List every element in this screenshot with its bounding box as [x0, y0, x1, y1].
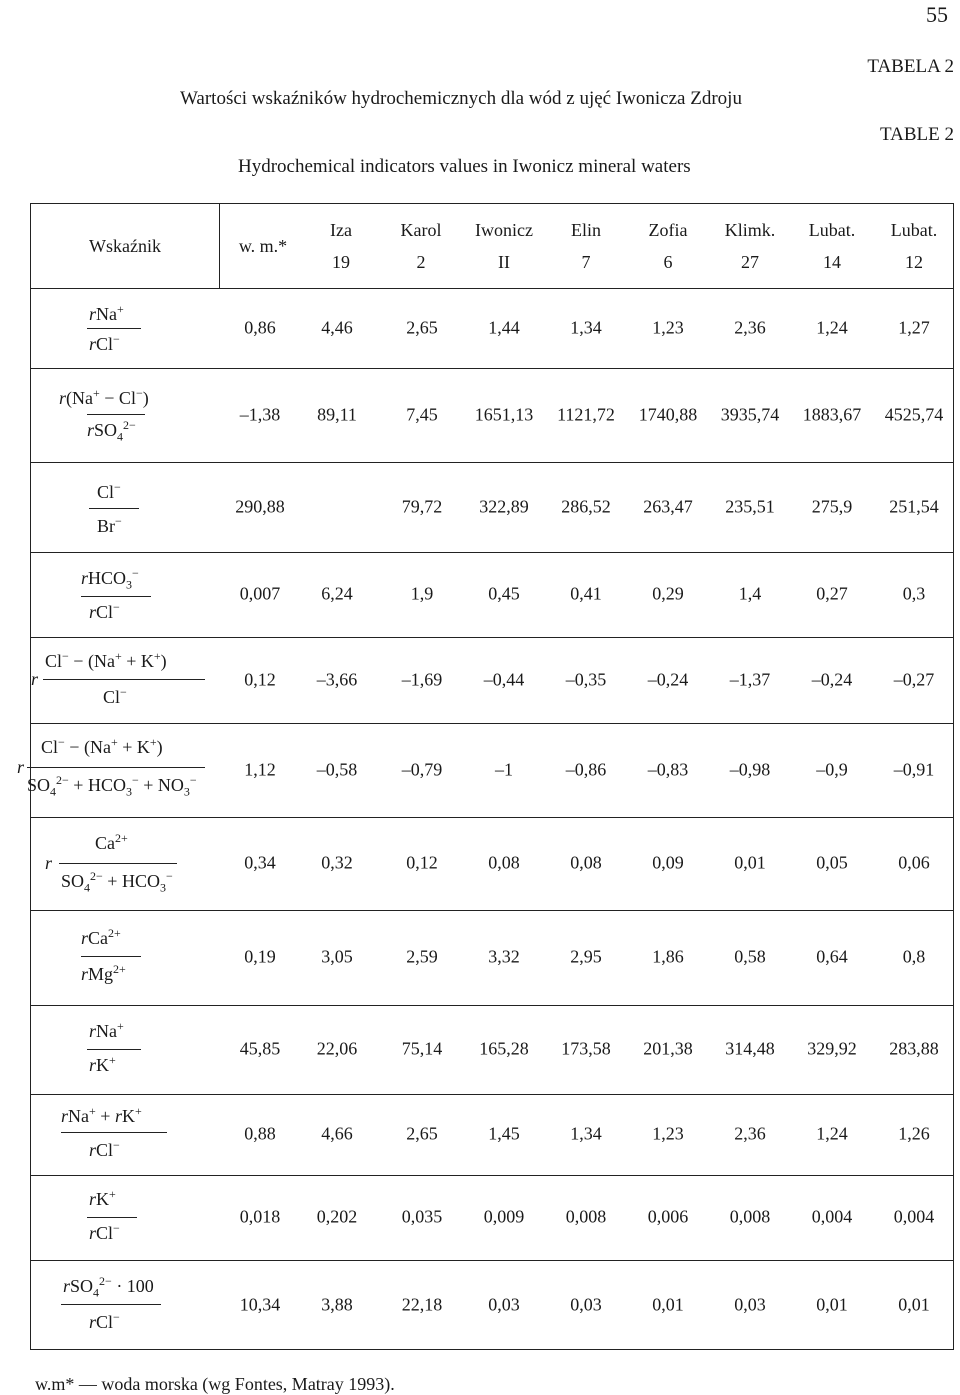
footnote: w.m* — woda morska (wg Fontes, Matray 1993).: [35, 1374, 395, 1394]
header-iza: Iza 19: [330, 220, 352, 272]
table-cell: 2,36: [734, 1123, 766, 1144]
table-label-en: TABLE 2: [880, 124, 954, 145]
table-cell: 45,85: [239, 1038, 281, 1059]
table-cell: 2,36: [734, 317, 766, 338]
header-lubat-14: Lubat. 14: [808, 220, 856, 272]
table-cell: –1,37: [729, 669, 771, 690]
table-cell: 0,018: [239, 1206, 281, 1227]
table-cell: 286,52: [561, 496, 611, 517]
table-cell: 22,18: [401, 1294, 443, 1315]
table-cell: 0,06: [898, 852, 930, 873]
table-cell: 0,12: [406, 852, 438, 873]
table-cell: 1,24: [816, 317, 848, 338]
table-cell: 2,59: [406, 946, 438, 967]
table-cell: 0,34: [244, 852, 276, 873]
table-cell: 1,86: [652, 946, 684, 967]
table-cell: 2,65: [406, 1123, 438, 1144]
table-cell: 2,65: [406, 317, 438, 338]
table-cell: 1,27: [898, 317, 930, 338]
table-cell: 283,88: [889, 1038, 939, 1059]
formula-rna-rcl: rNa+ rCl−: [31, 288, 219, 368]
table-cell: 0,58: [734, 946, 766, 967]
table-cell: 0,19: [244, 946, 276, 967]
table-cell: 1740,88: [638, 404, 698, 425]
table-cell: 0,29: [652, 583, 684, 604]
formula-rso4-100-rcl: rSO$_4^{2-}$ · 100 rCl−: [31, 1260, 219, 1351]
table-cell: 0,01: [652, 1294, 684, 1315]
table-cell: 0,202: [316, 1206, 358, 1227]
header-elin: Elin 7: [571, 220, 601, 272]
table-title-pl: Wartości wskaźników hydrochemicznych dla wód z ujęć Iwonicza Zdroju: [180, 88, 742, 109]
table-cell: 0,01: [734, 852, 766, 873]
table-cell: –3,66: [316, 669, 358, 690]
table-cell: 0,05: [816, 852, 848, 873]
table-cell: 0,006: [647, 1206, 689, 1227]
table-cell: 0,64: [816, 946, 848, 967]
header-klimk: Klimk. 27: [724, 220, 776, 272]
table-cell: 0,45: [488, 583, 520, 604]
formula-cl-nak-cl: r Cl− − (Na+ + K+) Cl−: [31, 637, 219, 723]
table-cell: 235,51: [725, 496, 775, 517]
table-cell: 0,09: [652, 852, 684, 873]
table-cell: 4,66: [321, 1123, 353, 1144]
table-cell: 22,06: [316, 1038, 358, 1059]
formula-rnak-rcl: rNa+ + rK+ rCl−: [31, 1094, 219, 1175]
table-cell: 0,035: [401, 1206, 443, 1227]
table-cell: 1,12: [244, 759, 276, 780]
table-cell: 1,34: [570, 317, 602, 338]
formula-rhco3-rcl: rHCO$_3$− rCl−: [31, 552, 219, 637]
table-cell: –0,79: [401, 759, 443, 780]
table-cell: 0,08: [570, 852, 602, 873]
table-cell: 7,45: [406, 404, 438, 425]
table-cell: 1,44: [488, 317, 520, 338]
table-cell: 1,4: [738, 583, 762, 604]
table-cell: –0,44: [483, 669, 525, 690]
table-cell: 201,38: [643, 1038, 693, 1059]
table-cell: 1651,13: [474, 404, 534, 425]
table-title-en: Hydrochemical indicators values in Iwonicz mineral waters: [238, 156, 691, 177]
table-cell: 1,45: [488, 1123, 520, 1144]
table-cell: 0,3: [902, 583, 926, 604]
table-cell: 3,05: [321, 946, 353, 967]
table-cell: 4,46: [321, 317, 353, 338]
table-cell: 322,89: [479, 496, 529, 517]
table-cell: 6,24: [321, 583, 353, 604]
table-cell: 0,03: [734, 1294, 766, 1315]
table-cell: –0,24: [811, 669, 853, 690]
table-cell: 0,004: [893, 1206, 935, 1227]
table-cell: –1,38: [239, 404, 281, 425]
table-cell: –1,69: [401, 669, 443, 690]
formula-rk-rcl: rK+ rCl−: [31, 1175, 219, 1260]
formula-cl-nak-anions: r Cl− − (Na+ + K+) $SO_4^{2-} + HCO_3^- + NO_3^-$: [31, 723, 219, 817]
table-cell: 2,95: [570, 946, 602, 967]
table-cell: 0,008: [565, 1206, 607, 1227]
table-cell: –0,83: [647, 759, 689, 780]
table-cell: 0,88: [244, 1123, 276, 1144]
table-cell: 290,88: [235, 496, 285, 517]
table-cell: –0,98: [729, 759, 771, 780]
formula-rna-rk: rNa+ rK+: [31, 1005, 219, 1094]
header-lubat-12: Lubat. 12: [890, 220, 938, 272]
table-cell: 0,27: [816, 583, 848, 604]
table-cell: 3,32: [488, 946, 520, 967]
table-cell: 0,41: [570, 583, 602, 604]
formula-na-cl-rso4: r(Na+ − Cl−) rSO$_4^{2-}$: [59, 386, 149, 444]
table-cell: –0,27: [893, 669, 935, 690]
table-cell: 1,26: [898, 1123, 930, 1144]
table-cell: –0,35: [565, 669, 607, 690]
table-cell: 0,8: [902, 946, 926, 967]
table-cell: 1,23: [652, 317, 684, 338]
table-cell: 329,92: [807, 1038, 857, 1059]
table-cell: 75,14: [401, 1038, 443, 1059]
table-cell: 251,54: [889, 496, 939, 517]
table-cell: 1121,72: [557, 404, 615, 425]
table-cell: 10,34: [239, 1294, 281, 1315]
table-cell: 89,11: [317, 404, 357, 425]
table-cell: 275,9: [811, 496, 853, 517]
table-cell: 0,03: [570, 1294, 602, 1315]
formula-ca-so4-hco3: r $Ca^{2+}$ $SO_4^{2-} + HCO_3^-$: [31, 817, 219, 910]
table-cell: 0,03: [488, 1294, 520, 1315]
table-cell: 4525,74: [884, 404, 944, 425]
table-cell: 0,32: [321, 852, 353, 873]
header-wskaznik: Wskaźnik: [89, 236, 161, 256]
table-cell: 0,004: [811, 1206, 853, 1227]
header-zofia: Zofia 6: [648, 220, 688, 272]
table-cell: 1,9: [410, 583, 434, 604]
table-cell: 1,34: [570, 1123, 602, 1144]
formula-cl-br: Cl− Br−: [31, 462, 219, 552]
table-cell: 1883,67: [802, 404, 862, 425]
indicator-table: [17, 203, 954, 1350]
table-cell: 0,12: [244, 669, 276, 690]
table-cell: 0,01: [898, 1294, 930, 1315]
table-cell: –0,58: [316, 759, 358, 780]
table-cell: –1: [495, 759, 513, 780]
table-cell: 0,007: [239, 583, 281, 604]
header-iwonicz: Iwonicz II: [475, 220, 533, 272]
table-cell: 173,58: [561, 1038, 611, 1059]
table-cell: 0,009: [483, 1206, 525, 1227]
table-cell: 0,01: [816, 1294, 848, 1315]
table-cell: 0,86: [244, 317, 276, 338]
header-seawater: w. m.*: [238, 236, 288, 256]
table-cell: –0,9: [816, 759, 848, 780]
formula-rca-rmg: rCa$^{2+}$ rMg$^{2+}$: [31, 910, 219, 1005]
table-cell: 3,88: [321, 1294, 353, 1315]
table-cell: 0,008: [729, 1206, 771, 1227]
table-cell: –0,86: [565, 759, 607, 780]
table-cell: 314,48: [725, 1038, 775, 1059]
table-cell: 263,47: [643, 496, 693, 517]
table-cell: 79,72: [401, 496, 443, 517]
table-cell: –0,91: [893, 759, 935, 780]
header-karol: Karol 2: [400, 220, 442, 272]
table-cell: 1,24: [816, 1123, 848, 1144]
table-cell: 1,23: [652, 1123, 684, 1144]
table-cell: 0,08: [488, 852, 520, 873]
page-number: 55: [926, 2, 948, 27]
table-label-pl: TABELA 2: [867, 56, 954, 77]
table-cell: –0,24: [647, 669, 689, 690]
table-cell: 3935,74: [720, 404, 780, 425]
table-cell: 165,28: [479, 1038, 529, 1059]
